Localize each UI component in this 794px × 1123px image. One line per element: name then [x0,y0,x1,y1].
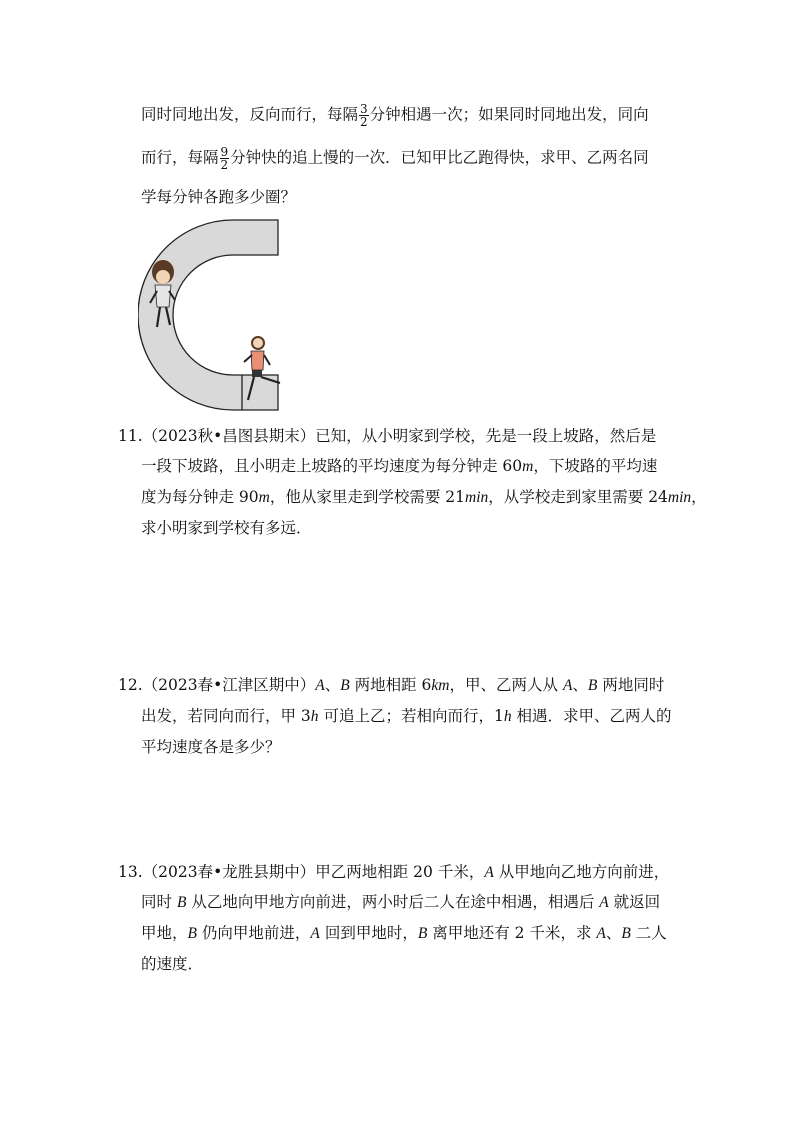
q12-line-3: 平均速度各是多少？ [141,738,281,756]
fraction-nine-halves [220,146,230,171]
q13-text: 从乙地向甲地方向前进，两小时后二人在途中相遇，相遇后 [186,893,600,911]
unit-meter: m [258,489,270,506]
var-a: A [599,894,609,911]
fraction-three-halves [359,103,369,128]
q11-text: ，下坡路的平均速 [533,457,658,475]
var-a: A [484,864,494,881]
question-number: 13. [118,863,143,881]
var-b: B [621,925,631,942]
q10-line-1 [141,103,649,128]
q13-line-3 [141,923,667,944]
q12-text: ，甲、乙两人从 [449,676,563,694]
q12-text: （2023春•江津区期中） [142,676,316,694]
q12-text: 可追上乙；若相向而行，1 [318,707,504,725]
unit-hour: h [503,708,512,725]
q11-text: ，从学校走到家里需要 24 [488,488,668,506]
var-b: B [176,894,187,911]
var-b: B [340,677,350,694]
q11-text: 一段下坡路，且小明走上坡路的平均速度为每分钟走 60 [141,457,523,475]
unit-km: km [431,677,450,694]
q13-text: （2023春•龙胜县期中）甲乙两地相距 20 千米， [142,863,485,881]
q12-text: 相遇．求甲、乙两人的 [511,707,672,725]
var-a: A [315,677,325,694]
q11-text: ，他从家里走到学校需要 21 [269,488,466,506]
q12-line-2 [141,706,672,727]
q13-text: 二人 [630,924,667,942]
q11-line-1 [118,426,656,446]
unit-minute: min [667,489,692,506]
q13-text: 离甲地还有 2 千米，求 [427,924,597,942]
q13-line-2 [141,892,660,913]
question-number: 12. [118,676,143,694]
var-a: A [596,925,606,942]
q11-line-2 [141,456,657,477]
q11-text: 度为每分钟走 90 [141,488,259,506]
q12-text: 、 [324,676,341,694]
q11-line-3 [141,487,707,508]
q12-line-1 [118,675,664,696]
q10-text: 分钟快的追上慢的一次．已知甲比乙跑得快，求甲、乙两名同 [230,148,649,167]
unit-hour: h [310,708,319,725]
q13-line-4: 的速度． [141,955,204,973]
unit-meter: m [522,458,534,475]
q13-text: 同时 [141,893,177,911]
fraction-denominator: 2 [220,158,229,172]
q10-text: 同时同地出发，反向而行，每隔 [141,105,359,124]
q11-text: ， [691,488,707,506]
question-number: 11. [118,427,143,445]
q12-text: 、 [572,676,588,694]
q10-line-3: 学每分钟各跑多少圈？ [141,188,297,206]
q13-text: 从甲地向乙地方向前进， [493,863,670,881]
q10-text: 分钟相遇一次；如果同时同地出发，同向 [369,105,649,124]
q13-text: 仍向甲地前进， [196,924,311,942]
q13-text: 回到甲地时， [319,924,418,942]
q12-text: 两地相距 6 [349,676,432,694]
var-b: B [587,677,598,694]
fraction-numerator: 3 [360,102,368,116]
q12-text: 出发，若同向而行，甲 3 [141,707,311,725]
unit-minute: min [465,489,489,506]
var-a: A [562,677,573,694]
fraction-numerator: 9 [220,145,229,159]
q13-text: 甲地， [141,924,188,942]
var-b: B [187,925,197,942]
q12-text: 两地同时 [597,676,665,694]
running-track-figure [138,215,288,415]
q13-text: 就返回 [608,893,661,911]
q13-line-1 [118,862,669,883]
q11-text: （2023秋•昌图县期末）已知，从小明家到学校，先是一段上坡路，然后是 [142,427,657,445]
q11-line-4: 求小明家到学校有多远． [141,519,312,537]
var-a: A [310,925,320,942]
fraction-denominator: 2 [360,115,368,129]
q10-line-2 [141,146,649,171]
q13-text: 、 [605,924,622,942]
q10-text: 而行，每隔 [141,148,219,167]
var-b: B [417,925,428,942]
